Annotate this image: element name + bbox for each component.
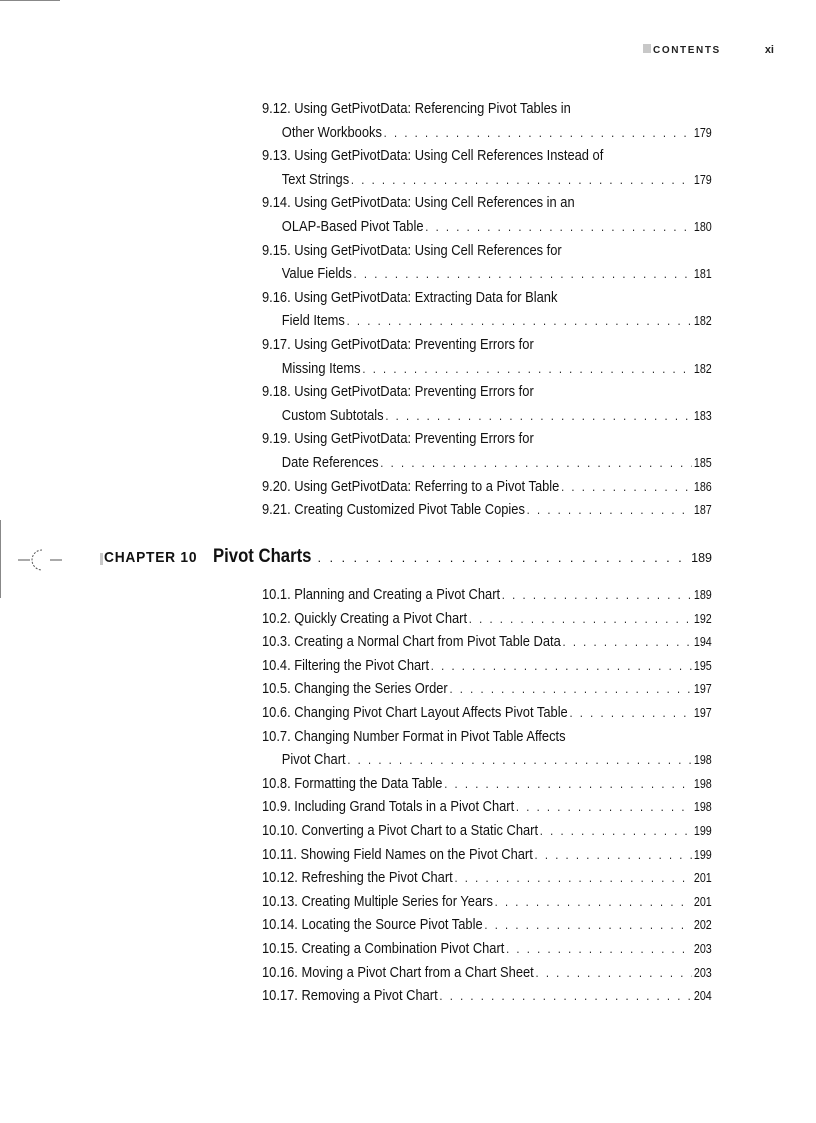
toc-entry-title: Field Items — [281, 312, 345, 330]
toc-line — [262, 144, 712, 168]
leader-dots — [502, 583, 692, 607]
toc-entry[interactable] — [262, 913, 712, 937]
header-page-number: xi — [764, 44, 774, 56]
toc-entry-title: 10.8. Formatting the Data Table — [262, 774, 443, 792]
leader-dots — [540, 819, 692, 843]
toc-entry[interactable] — [262, 239, 712, 286]
toc-entry[interactable] — [262, 984, 712, 1008]
toc-page-number: 194 — [693, 635, 712, 650]
toc-line — [262, 748, 712, 772]
toc-entry-title: 10.16. Moving a Pivot Chart from a Chart Sheet — [262, 963, 534, 981]
toc-entry-title: 10.10. Converting a Pivot Chart to a Static Chart — [262, 821, 539, 839]
running-header — [643, 44, 774, 56]
toc-page-number: 199 — [693, 823, 712, 838]
leader-dots — [469, 607, 692, 631]
toc-line — [262, 701, 712, 725]
toc-line — [262, 772, 712, 796]
toc-entry-title: 10.5. Changing the Series Order — [262, 680, 448, 698]
header-square-icon — [643, 44, 651, 53]
toc-line — [262, 309, 712, 333]
toc-entry-title: 10.12. Refreshing the Pivot Chart — [262, 869, 453, 887]
toc-page-number: 201 — [693, 871, 712, 886]
toc-entry-title: 9.14. Using GetPivotData: Using Cell References in an — [262, 194, 575, 212]
leader-dots — [535, 843, 693, 867]
toc-section-chapter-10 — [262, 583, 712, 1008]
toc-entry[interactable] — [262, 701, 712, 725]
toc-line — [262, 215, 712, 239]
toc-entry[interactable] — [262, 475, 712, 499]
toc-entry[interactable] — [262, 772, 712, 796]
toc-line — [262, 583, 712, 607]
registration-mark-icon — [18, 547, 64, 573]
toc-entry-title: 10.17. Removing a Pivot Chart — [262, 987, 438, 1005]
toc-entry[interactable] — [262, 866, 712, 890]
toc-entry[interactable] — [262, 380, 712, 427]
toc-line — [262, 654, 712, 678]
toc-line — [262, 607, 712, 631]
toc-entry[interactable] — [262, 725, 712, 772]
toc-line — [262, 937, 712, 961]
toc-entry-title: 9.12. Using GetPivotData: Referencing Pivot Tables in — [262, 100, 571, 117]
crop-mark-top — [0, 0, 60, 1]
leader-dots — [384, 121, 692, 145]
toc-entry-title: 10.9. Including Grand Totals in a Pivot Chart — [262, 798, 515, 816]
toc-line — [262, 866, 712, 890]
toc-line — [262, 121, 712, 145]
toc-page-number: 198 — [693, 776, 712, 791]
toc-entry-title: 10.11. Showing Field Names on the Pivot Chart — [262, 845, 533, 863]
toc-line — [262, 984, 712, 1008]
toc-entry[interactable] — [262, 286, 712, 333]
toc-entry-title: 10.1. Planning and Creating a Pivot Chart — [262, 586, 501, 603]
toc-entry-title: 9.15. Using GetPivotData: Using Cell References for — [262, 241, 562, 259]
leader-dots — [347, 309, 693, 333]
toc-entry-title: 10.4. Filtering the Pivot Chart — [262, 656, 430, 674]
toc-entry-title: 9.13. Using GetPivotData: Using Cell References Instead of — [262, 147, 604, 165]
toc-line — [262, 843, 712, 867]
toc-entry[interactable] — [262, 144, 712, 191]
leader-dots — [385, 404, 692, 428]
toc-page-number: 182 — [693, 314, 712, 329]
toc-entry[interactable] — [262, 654, 712, 678]
toc-line — [262, 357, 712, 381]
toc-page-number: 195 — [693, 658, 712, 673]
toc-section-chapter-9 — [262, 97, 712, 522]
toc-line — [262, 630, 712, 654]
toc-entry-title: 10.3. Creating a Normal Chart from Pivot Table Data — [262, 633, 561, 651]
toc-entry[interactable] — [262, 795, 712, 819]
toc-entry[interactable] — [262, 843, 712, 867]
toc-line — [262, 380, 712, 404]
toc-line — [262, 498, 712, 522]
leader-dots — [431, 654, 692, 678]
toc-page-number: 203 — [693, 965, 712, 980]
toc-line — [262, 475, 712, 499]
toc-entry[interactable] — [262, 630, 712, 654]
toc-entry-title: 10.2. Quickly Creating a Pivot Chart — [262, 609, 468, 627]
toc-entry-title: Text Strings — [281, 170, 350, 188]
toc-page-number: 181 — [693, 267, 712, 282]
chapter-label: CHAPTER 10 — [104, 549, 198, 566]
leader-dots — [562, 630, 692, 654]
toc-page-number: 198 — [693, 800, 712, 815]
leader-dots — [380, 451, 692, 475]
toc-line — [262, 286, 712, 310]
toc-page-number: 198 — [693, 753, 712, 768]
leader-dots — [495, 890, 693, 914]
toc-page-number: 183 — [693, 408, 712, 423]
toc-entry[interactable] — [262, 607, 712, 631]
leader-dots — [354, 262, 693, 286]
toc-entry-title: Other Workbooks — [281, 123, 382, 141]
toc-entry-title: Pivot Chart — [281, 751, 346, 769]
toc-page-number: 179 — [693, 125, 712, 140]
leader-dots — [535, 961, 692, 985]
toc-page-number: 185 — [693, 455, 712, 470]
toc-page-number: 179 — [693, 172, 712, 187]
leader-dots — [351, 168, 692, 192]
toc-line — [262, 239, 712, 263]
toc-line — [262, 451, 712, 475]
toc-page-number: 180 — [693, 219, 712, 234]
toc-entry-title: 9.19. Using GetPivotData: Preventing Errors for — [262, 430, 534, 448]
toc-entry[interactable] — [262, 427, 712, 474]
toc-entry[interactable] — [262, 498, 712, 522]
toc-entry-title: 9.18. Using GetPivotData: Preventing Errors for — [262, 383, 534, 401]
toc-entry[interactable] — [262, 583, 712, 607]
toc-page-number: 187 — [693, 503, 712, 518]
chapter-heading[interactable] — [100, 546, 712, 572]
leader-dots — [317, 550, 689, 565]
leader-dots — [561, 475, 692, 499]
toc-entry-title: 9.21. Creating Customized Pivot Table Copies — [262, 501, 525, 519]
leader-dots — [527, 498, 692, 522]
leader-dots — [362, 357, 692, 381]
toc-line — [262, 191, 712, 215]
toc-line — [262, 333, 712, 357]
toc-line — [262, 819, 712, 843]
toc-page-number: 203 — [693, 941, 712, 956]
toc-entry-title: 10.7. Changing Number Format in Pivot Table Affects — [262, 727, 566, 745]
toc-entry[interactable] — [262, 333, 712, 380]
toc-page-number: 186 — [693, 479, 712, 494]
toc-entry-title: OLAP-Based Pivot Table — [281, 217, 424, 235]
leader-dots — [484, 913, 692, 937]
toc-page-number: 192 — [693, 611, 712, 626]
toc-entry[interactable] — [262, 937, 712, 961]
toc-entry-title: 10.6. Changing Pivot Chart Layout Affects Pivot Table — [262, 703, 568, 721]
toc-entry[interactable] — [262, 191, 712, 238]
chapter-page-number: 189 — [691, 551, 712, 565]
leader-dots — [506, 937, 692, 961]
toc-entry[interactable] — [262, 961, 712, 985]
toc-line — [262, 677, 712, 701]
toc-entry[interactable] — [262, 97, 712, 144]
leader-dots — [439, 984, 692, 1008]
leader-dots — [425, 215, 692, 239]
toc-line — [262, 961, 712, 985]
toc-entry-title: 10.13. Creating Multiple Series for Years — [262, 892, 493, 910]
toc-line — [262, 262, 712, 286]
chapter-title: Pivot Charts — [213, 546, 312, 567]
toc-entry[interactable] — [262, 890, 712, 914]
header-section-title: CONTENTS — [653, 45, 721, 56]
toc-line — [262, 404, 712, 428]
leader-dots — [449, 677, 692, 701]
toc-entry[interactable] — [262, 677, 712, 701]
leader-dots — [347, 748, 692, 772]
toc-page-number: 182 — [693, 361, 712, 376]
toc-page-number: 189 — [693, 588, 712, 602]
toc-page-number: 204 — [693, 989, 712, 1004]
toc-page-number: 197 — [693, 705, 712, 720]
toc-entry-title: 10.15. Creating a Combination Pivot Chart — [262, 939, 505, 957]
toc-line — [262, 427, 712, 451]
chapter-square-icon — [100, 553, 103, 565]
toc-line — [262, 913, 712, 937]
toc-line — [262, 97, 712, 121]
toc-page-number: 201 — [693, 894, 712, 909]
leader-dots — [454, 866, 692, 890]
toc-entry-title: 10.14. Locating the Source Pivot Table — [262, 916, 483, 934]
toc-entry[interactable] — [262, 819, 712, 843]
toc-line — [262, 890, 712, 914]
toc-line — [262, 725, 712, 749]
toc-entry-title: 9.16. Using GetPivotData: Extracting Data for Blank — [262, 288, 558, 306]
toc-entry-title: Value Fields — [281, 265, 352, 283]
toc-page-number: 199 — [693, 847, 712, 862]
toc-line — [262, 168, 712, 192]
toc-page-number: 197 — [693, 682, 712, 697]
toc-entry-title: 9.20. Using GetPivotData: Referring to a Pivot Table — [262, 477, 560, 495]
leader-dots — [444, 772, 692, 796]
toc-line — [262, 795, 712, 819]
crop-mark-left — [0, 520, 1, 598]
leader-dots — [569, 701, 692, 725]
toc-entry-title: Missing Items — [281, 359, 361, 377]
leader-dots — [516, 795, 692, 819]
toc-page-number: 202 — [693, 918, 712, 933]
toc-entry-title: Custom Subtotals — [281, 406, 384, 424]
toc-entry-title: Date References — [281, 453, 379, 471]
toc-entry-title: 9.17. Using GetPivotData: Preventing Errors for — [262, 335, 534, 353]
